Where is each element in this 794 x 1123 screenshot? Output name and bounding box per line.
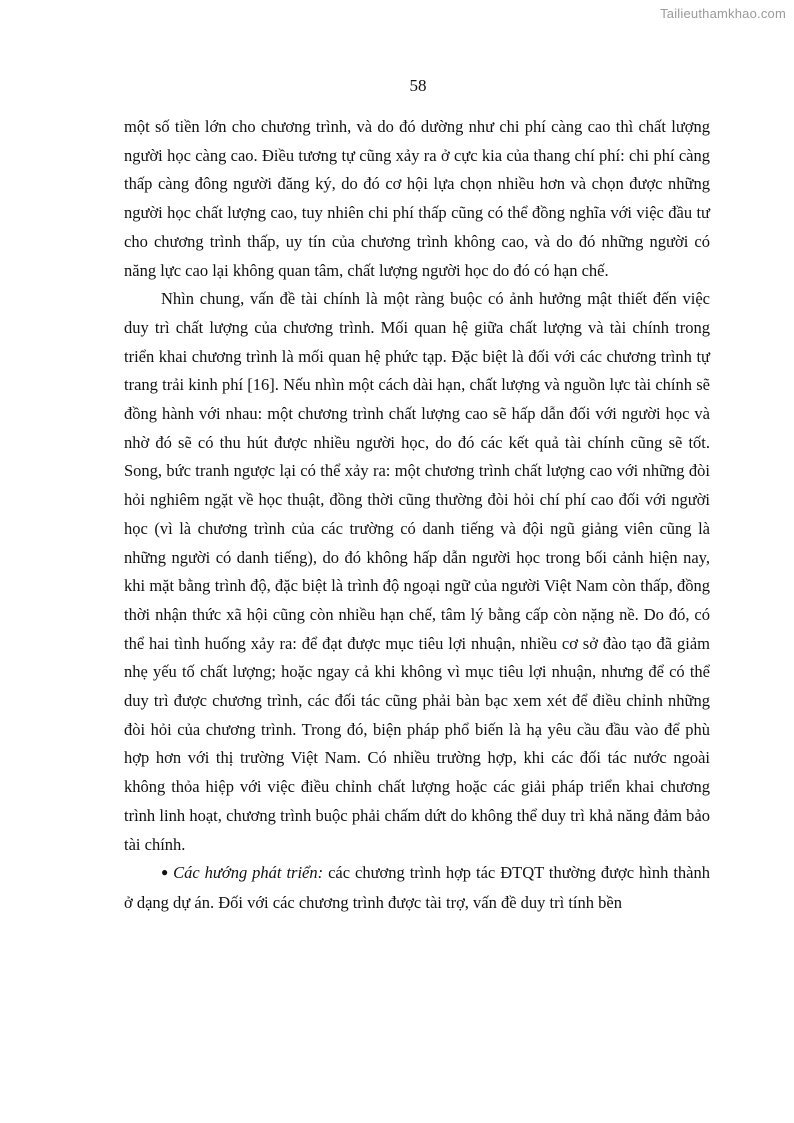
- bullet-icon: ●: [161, 865, 170, 880]
- document-body: [124, 113, 710, 918]
- bullet-paragraph: [124, 859, 710, 917]
- paragraph-finance: Nhìn chung, vấn đề tài chính là một ràng buộc có ảnh hưởng mật thiết đến việc duy trì chất lượng của chương trình. Mối quan hệ giữa chất lượng và tài chính trong triển khai chương trình là mối quan hệ phức tạp. Đặc biệt là đối với các chương trình tự trang trải kinh phí [16]. Nếu nhìn một cách dài hạn, chất lượng và nguồn lực tài chính sẽ đồng hành với nhau: một chương trình chất lượng cao sẽ hấp dẫn đối với người học và nhờ đó sẽ có thu hút được nhiều người học, do đó các kết quả tài chính cũng sẽ tốt. Song, bức tranh ngược lại có thể xảy ra: một chương trình chất lượng cao với những đòi hỏi nghiêm ngặt về học thuật, đồng thời cũng thường đòi hỏi chí phí cao đối với người học (vì là chương trình của các trường có danh tiếng và đội ngũ giảng viên cũng là những người có danh tiếng), do đó không hấp dẫn người học trong bối cảnh hiện nay, khi mặt bằng trình độ, đặc biệt là trình độ ngoại ngữ của người Việt Nam còn thấp, đồng thời nhận thức xã hội cũng còn nhiều hạn chế, tâm lý bằng cấp còn nặng nề. Do đó, có thể hai tình huống xảy ra: để đạt được mục tiêu lợi nhuận, nhiều cơ sở đào tạo đã giảm nhẹ yếu tố chất lượng; hoặc ngay cả khi không vì mục tiêu lợi nhuận, nhưng để có thể duy trì được chương trình, các đối tác cũng phải bàn bạc xem xét để điều chỉnh những đòi hỏi của chương trình. Trong đó, biện pháp phổ biến là hạ yêu cầu đầu vào để phù hợp hơn với thị trường Việt Nam. Có nhiều trường hợp, khi các đối tác nước ngoài không thỏa hiệp với việc điều chỉnh chất lượng hoặc các giải pháp triển khai chương trình linh hoạt, chương trình buộc phải chấm dứt do không thể duy trì khả năng đảm bảo tài chính.: [124, 289, 710, 854]
- bullet-title: Các hướng phát triển:: [173, 863, 324, 883]
- watermark: Tailieuthamkhao.com: [660, 6, 786, 21]
- bullet-text: các chương trình hợp tác ĐTQT thường được hình thành ở dạng dự án. Đối với các chương trình được tài trợ, vấn đề duy trì tính bền: [124, 863, 710, 912]
- page-number: 58: [409, 76, 427, 95]
- paragraph-continued: một số tiền lớn cho chương trình, và do đó dường như chi phí càng cao thì chất lượng người học càng cao. Điều tương tự cũng xảy ra ở cực kia của thang chí phí: chi phí càng thấp càng đông người đăng ký, do đó cơ hội lựa chọn nhiều hơn và chọn được những người học chất lượng cao, tuy nhiên chi phí thấp cũng có thể đồng nghĩa với việc đầu tư cho chương trình thấp, uy tín của chương trình không cao, và do đó những người có năng lực cao lại không quan tâm, chất lượng người học do đó có hạn chế.: [124, 117, 710, 280]
